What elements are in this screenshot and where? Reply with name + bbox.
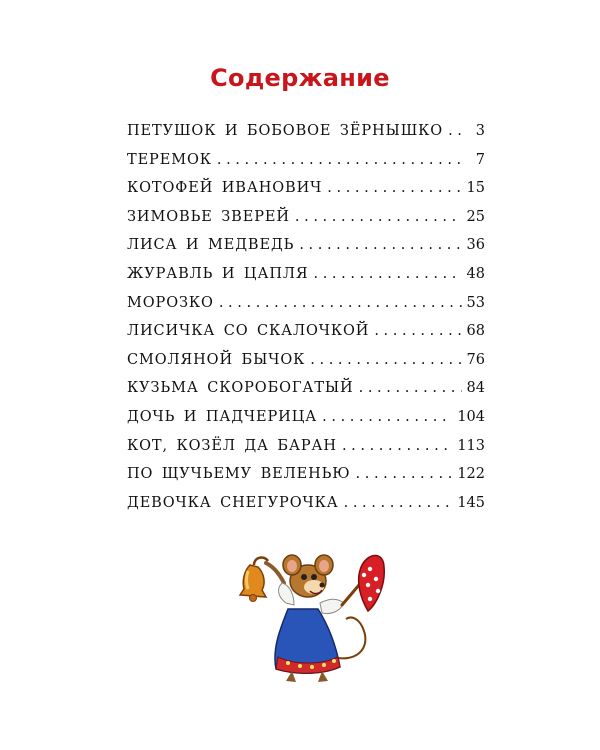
toc-item-title: КОТОФЕЙ ИВАНОВИЧ <box>127 180 323 197</box>
toc-item-title: МОРОЗКО <box>127 294 214 311</box>
toc-item[interactable] <box>127 352 485 381</box>
toc-leader-dots <box>313 266 461 282</box>
toc-item-page: 122 <box>457 466 485 483</box>
toc-item-page: 25 <box>466 208 485 225</box>
toc-item-title: ЛИСА И МЕДВЕДЬ <box>127 237 295 254</box>
toc-item-title: ДОЧЬ И ПАДЧЕРИЦА <box>127 408 318 425</box>
toc-item-title: ЖУРАВЛЬ И ЦАПЛЯ <box>127 265 309 282</box>
toc-item[interactable] <box>127 152 485 181</box>
toc-leader-dots <box>374 323 461 339</box>
toc-leader-dots <box>448 123 466 139</box>
toc-leader-dots <box>327 180 461 196</box>
toc-leader-dots <box>217 152 466 168</box>
toc-item[interactable] <box>127 266 485 295</box>
toc-item-page: 68 <box>466 323 485 340</box>
toc-item[interactable] <box>127 295 485 324</box>
toc-leader-dots <box>356 466 453 482</box>
toc-leader-dots <box>322 409 452 425</box>
toc-item-page: 48 <box>466 265 485 282</box>
toc-item-page: 113 <box>457 437 485 454</box>
table-of-contents <box>127 123 485 523</box>
toc-item[interactable] <box>127 180 485 209</box>
toc-item[interactable] <box>127 237 485 266</box>
toc-item-title: КОТ, КОЗЁЛ ДА БАРАН <box>127 437 337 454</box>
toc-leader-dots <box>342 438 452 454</box>
toc-item[interactable] <box>127 409 485 438</box>
toc-item[interactable] <box>127 209 485 238</box>
page-title: Содержание <box>210 64 390 92</box>
toc-item-page: 84 <box>466 380 485 397</box>
toc-leader-dots <box>310 352 461 368</box>
toc-item-title: ТЕРЕМОК <box>127 151 212 168</box>
toc-leader-dots <box>359 380 462 396</box>
toc-item-title: ПО ЩУЧЬЕМУ ВЕЛЕНЬЮ <box>127 466 351 483</box>
toc-leader-dots <box>219 295 462 311</box>
toc-item[interactable] <box>127 123 485 152</box>
toc-item-title: ЗИМОВЬЕ ЗВЕРЕЙ <box>127 208 290 225</box>
toc-item-page: 104 <box>457 408 485 425</box>
toc-item[interactable] <box>127 438 485 467</box>
toc-item-page: 3 <box>475 123 485 139</box>
toc-item-page: 53 <box>466 294 485 311</box>
toc-leader-dots <box>299 237 461 253</box>
toc-item-page: 76 <box>466 351 485 368</box>
mouse-character <box>275 555 344 682</box>
toc-leader-dots <box>344 495 453 511</box>
toc-item-title: ДЕВОЧКА СНЕГУРОЧКА <box>127 494 339 511</box>
mouse-with-bell-illustration <box>236 545 386 685</box>
toc-item-page: 145 <box>457 494 485 511</box>
toc-item-page: 15 <box>466 180 485 197</box>
bell-icon <box>240 558 268 602</box>
toc-item[interactable] <box>127 466 485 495</box>
toc-leader-dots <box>295 209 462 225</box>
toc-item[interactable] <box>127 495 485 524</box>
toc-item-title: КУЗЬМА СКОРОБОГАТЫЙ <box>127 380 354 397</box>
toc-item-title: ПЕТУШОК И БОБОВОЕ ЗЁРНЫШКО <box>127 123 444 139</box>
toc-item[interactable] <box>127 380 485 409</box>
toc-item-title: СМОЛЯНОЙ БЫЧОК <box>127 351 306 368</box>
bundle-icon <box>342 555 384 611</box>
toc-item[interactable] <box>127 323 485 352</box>
toc-item-page: 7 <box>475 151 485 168</box>
toc-item-page: 36 <box>466 237 485 254</box>
toc-item-title: ЛИСИЧКА СО СКАЛОЧКОЙ <box>127 323 370 340</box>
